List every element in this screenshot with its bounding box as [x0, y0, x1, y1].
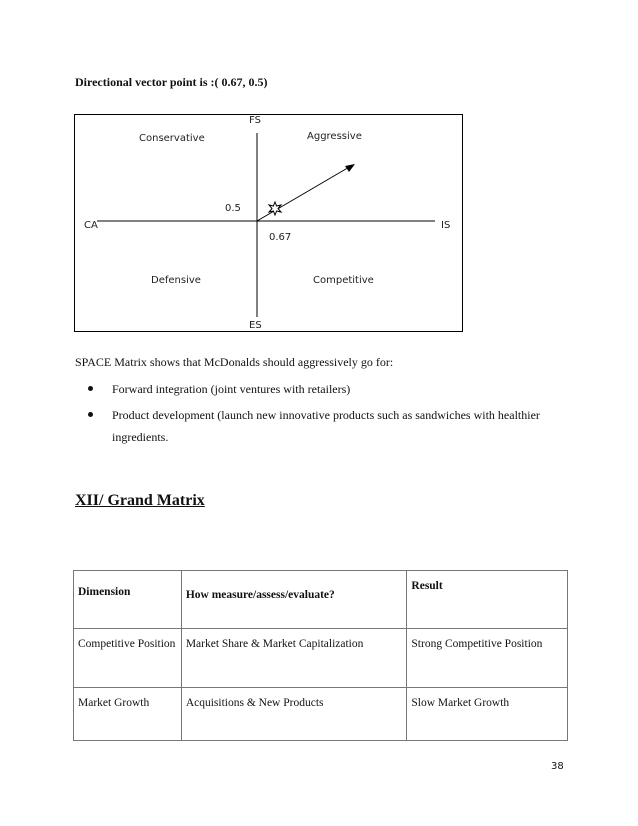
- space-matrix-diagram: [74, 114, 463, 332]
- table-row: [74, 688, 568, 741]
- cell-result: Slow Market Growth: [407, 688, 568, 741]
- cell-measure: Market Share & Market Capitalization: [181, 629, 407, 688]
- header-how-measure: How measure/assess/evaluate?: [181, 571, 407, 629]
- axis-label-fs: FS: [249, 115, 261, 126]
- table-header-row: [74, 571, 568, 629]
- page-number: 38: [551, 761, 564, 772]
- bullet-item: [88, 378, 558, 400]
- space-matrix-conclusion: SPACE Matrix shows that McDonalds should aggressively go for:: [75, 355, 394, 369]
- directional-vector-title: Directional vector point is :( 0.67, 0.5): [75, 75, 268, 89]
- quadrant-conservative: Conservative: [139, 133, 205, 144]
- axis-label-ca: CA: [84, 220, 98, 231]
- axis-label-is: IS: [441, 220, 451, 231]
- bullet-dot-icon: [88, 386, 93, 391]
- cell-dimension: Market Growth: [74, 688, 182, 741]
- quadrant-aggressive: Aggressive: [307, 131, 362, 142]
- cell-measure: Acquisitions & New Products: [181, 688, 407, 741]
- section-heading: XII/ Grand Matrix: [75, 492, 205, 509]
- cell-result: Strong Competitive Position: [407, 629, 568, 688]
- axis-label-es: ES: [249, 320, 262, 331]
- bullet-item: [88, 404, 558, 448]
- bullet-text: Product development (launch new innovative products such as sandwiches with healthier ingredients.: [112, 408, 540, 444]
- direction-vector-arrowhead: [345, 164, 355, 172]
- bullet-text: Forward integration (joint ventures with retailers): [112, 382, 351, 396]
- bullet-dot-icon: [88, 412, 93, 417]
- quadrant-competitive: Competitive: [313, 275, 374, 286]
- grand-matrix-table: [73, 570, 568, 741]
- space-matrix-graphic: [75, 115, 464, 333]
- direction-vector-line: [257, 166, 351, 221]
- strategy-bullet-list: [88, 378, 558, 448]
- y-value-label: 0.5: [225, 203, 241, 214]
- x-value-label: 0.67: [269, 232, 292, 243]
- quadrant-defensive: Defensive: [151, 275, 201, 286]
- header-dimension: Dimension: [74, 571, 182, 629]
- header-result: Result: [407, 571, 568, 629]
- table-row: [74, 629, 568, 688]
- cell-dimension: Competitive Position: [74, 629, 182, 688]
